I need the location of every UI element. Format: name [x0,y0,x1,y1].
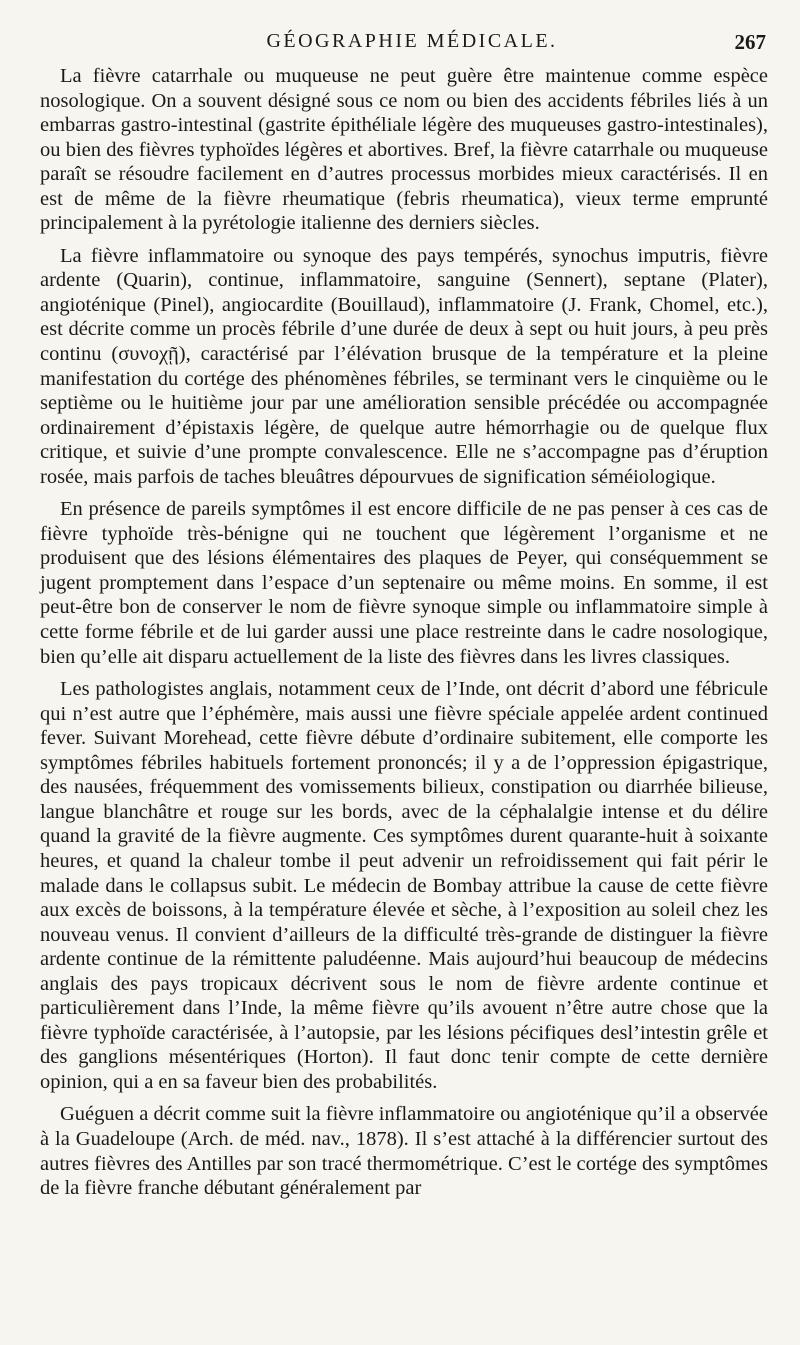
page-number: 267 [734,30,766,54]
paragraph-typhoid-comparison: En présence de pareils symptômes il est encore difficile de ne pas penser à ces cas de fièvre typhoïde très-bénigne qui ne touchent que légèrement l’organisme et ne produisent que des lésions élémentaires des plaques de Peyer, qui conséquemment se jugent promptement dans l’espace d’un septenaire ou même moins. En somme, il est peut-être bon de conserver le nom de fièvre synoque simple ou inflammatoire simple à cette forme fébrile et de lui garder aussi une place restreinte dans le cadre nosologique, bien qu’elle ait disparu actuellement de la liste des fièvres dans les livres classiques. [40,498,768,668]
paragraph-catarrhal-fever: La fièvre catarrhale ou muqueuse ne peut guère être maintenue comme espèce nosologique. On a souvent désigné sous ce nom ou bien des accidents fébriles liés à un embarras gastro-intestinal (gastrite épithéliale légère des muqueuses gastro-intestinales), ou bien des fièvres typhoïdes légères et abortives. Bref, la fièvre catarrhale ou muqueuse paraît se résoudre facilement en d’autres processus morbides mieux caractérisés. Il en est de même de la fièvre rheumatique (febris rheumatica), vieux terme emprunté principalement à la pyrétologie italienne des derniers siècles. [40,65,768,235]
running-head [58,30,766,58]
paragraph-inflammatory-fever: La fièvre inflammatoire ou synoque des pays tempérés, synochus imputris, fièvre ardente (Quarin), continue, inflammatoire, sanguine (Sennert), septane (Plater), angioténique (Pinel), angiocardite (Bouillaud), inflammatoire (J. Frank, Chomel, etc.), est décrite comme un procès fébrile d’une durée de deux à sept ou huit jours, à peu près continu (συνοχῇ), caractérisé par l’élévation brusque de la température et la pleine manifestation du cortége des phénomènes fébriles, se terminant vers le cinquième ou le septième ou le huitième jour par une amélioration sensible précédée ou accompagnée ordinairement d’épistaxis légère, de quelque autre hémorrhagie ou de quelque flux critique, et suivie d’une prompte convalescence. Elle ne s’accompagne pas d’éruption rosée, mais parfois de taches bleuâtres dépourvues de signification séméiologique. [40,244,768,488]
running-title: GÉOGRAPHIE MÉDICALE. [266,30,558,52]
paragraph-gueguen: Guéguen a décrit comme suit la fièvre inflammatoire ou angioténique qu’il a observée à la Guadeloupe (Arch. de méd. nav., 1878). Il s’est attaché à la différencier surtout des autres fièvres des Antilles par son tracé thermométrique. C’est le cortége des symptômes de la fièvre franche débutant généralement par [40,1103,768,1200]
body-text [40,64,768,1201]
paragraph-english-pathologists: Les pathologistes anglais, notamment ceux de l’Inde, ont décrit d’abord une fébricule qui n’est autre que l’éphémère, mais aussi une fièvre spéciale appelée ardent continued fever. Suivant Morehead, cette fièvre débute d’ordinaire subitement, elle comporte les symptômes fébriles habituels fortement prononcés; il y a de l’oppression épigastrique, des nausées, fréquemment des vomissements bilieux, constipation ou diarrhée bilieuse, langue blanchâtre et rouge sur les bords, avec de la céphalalgie intense et du délire quand la gravité de la fièvre augmente. Ces symptômes durent quarante-huit à soixante heures, et quand la chaleur tombe il peut advenir un refroidissement qui fait périr le malade dans le collapsus subit. Le médecin de Bombay attribue la cause de cette fièvre aux excès de boissons, à la température élevée et sèche, à l’exposition au soleil chez les nouveau venus. Il convient d’ailleurs de la difficulté très-grande de distinguer la fièvre ardente continue de la rémittente paludéenne. Mais aujourd’hui beaucoup de médecins anglais des pays tropicaux décrivent sous le nom de fièvre ardente continue et particulièrement dans l’Inde, la même fièvre qu’ils avouent n’être autre chose que la fièvre typhoïde caractérisée, à l’autopsie, par les lésions pécifiques desl’intestin grêle et des ganglions mésentériques (Horton). Il faut donc tenir compte de cette dernière opinion, qui a en sa faveur bien des probabilités. [40,678,768,1093]
